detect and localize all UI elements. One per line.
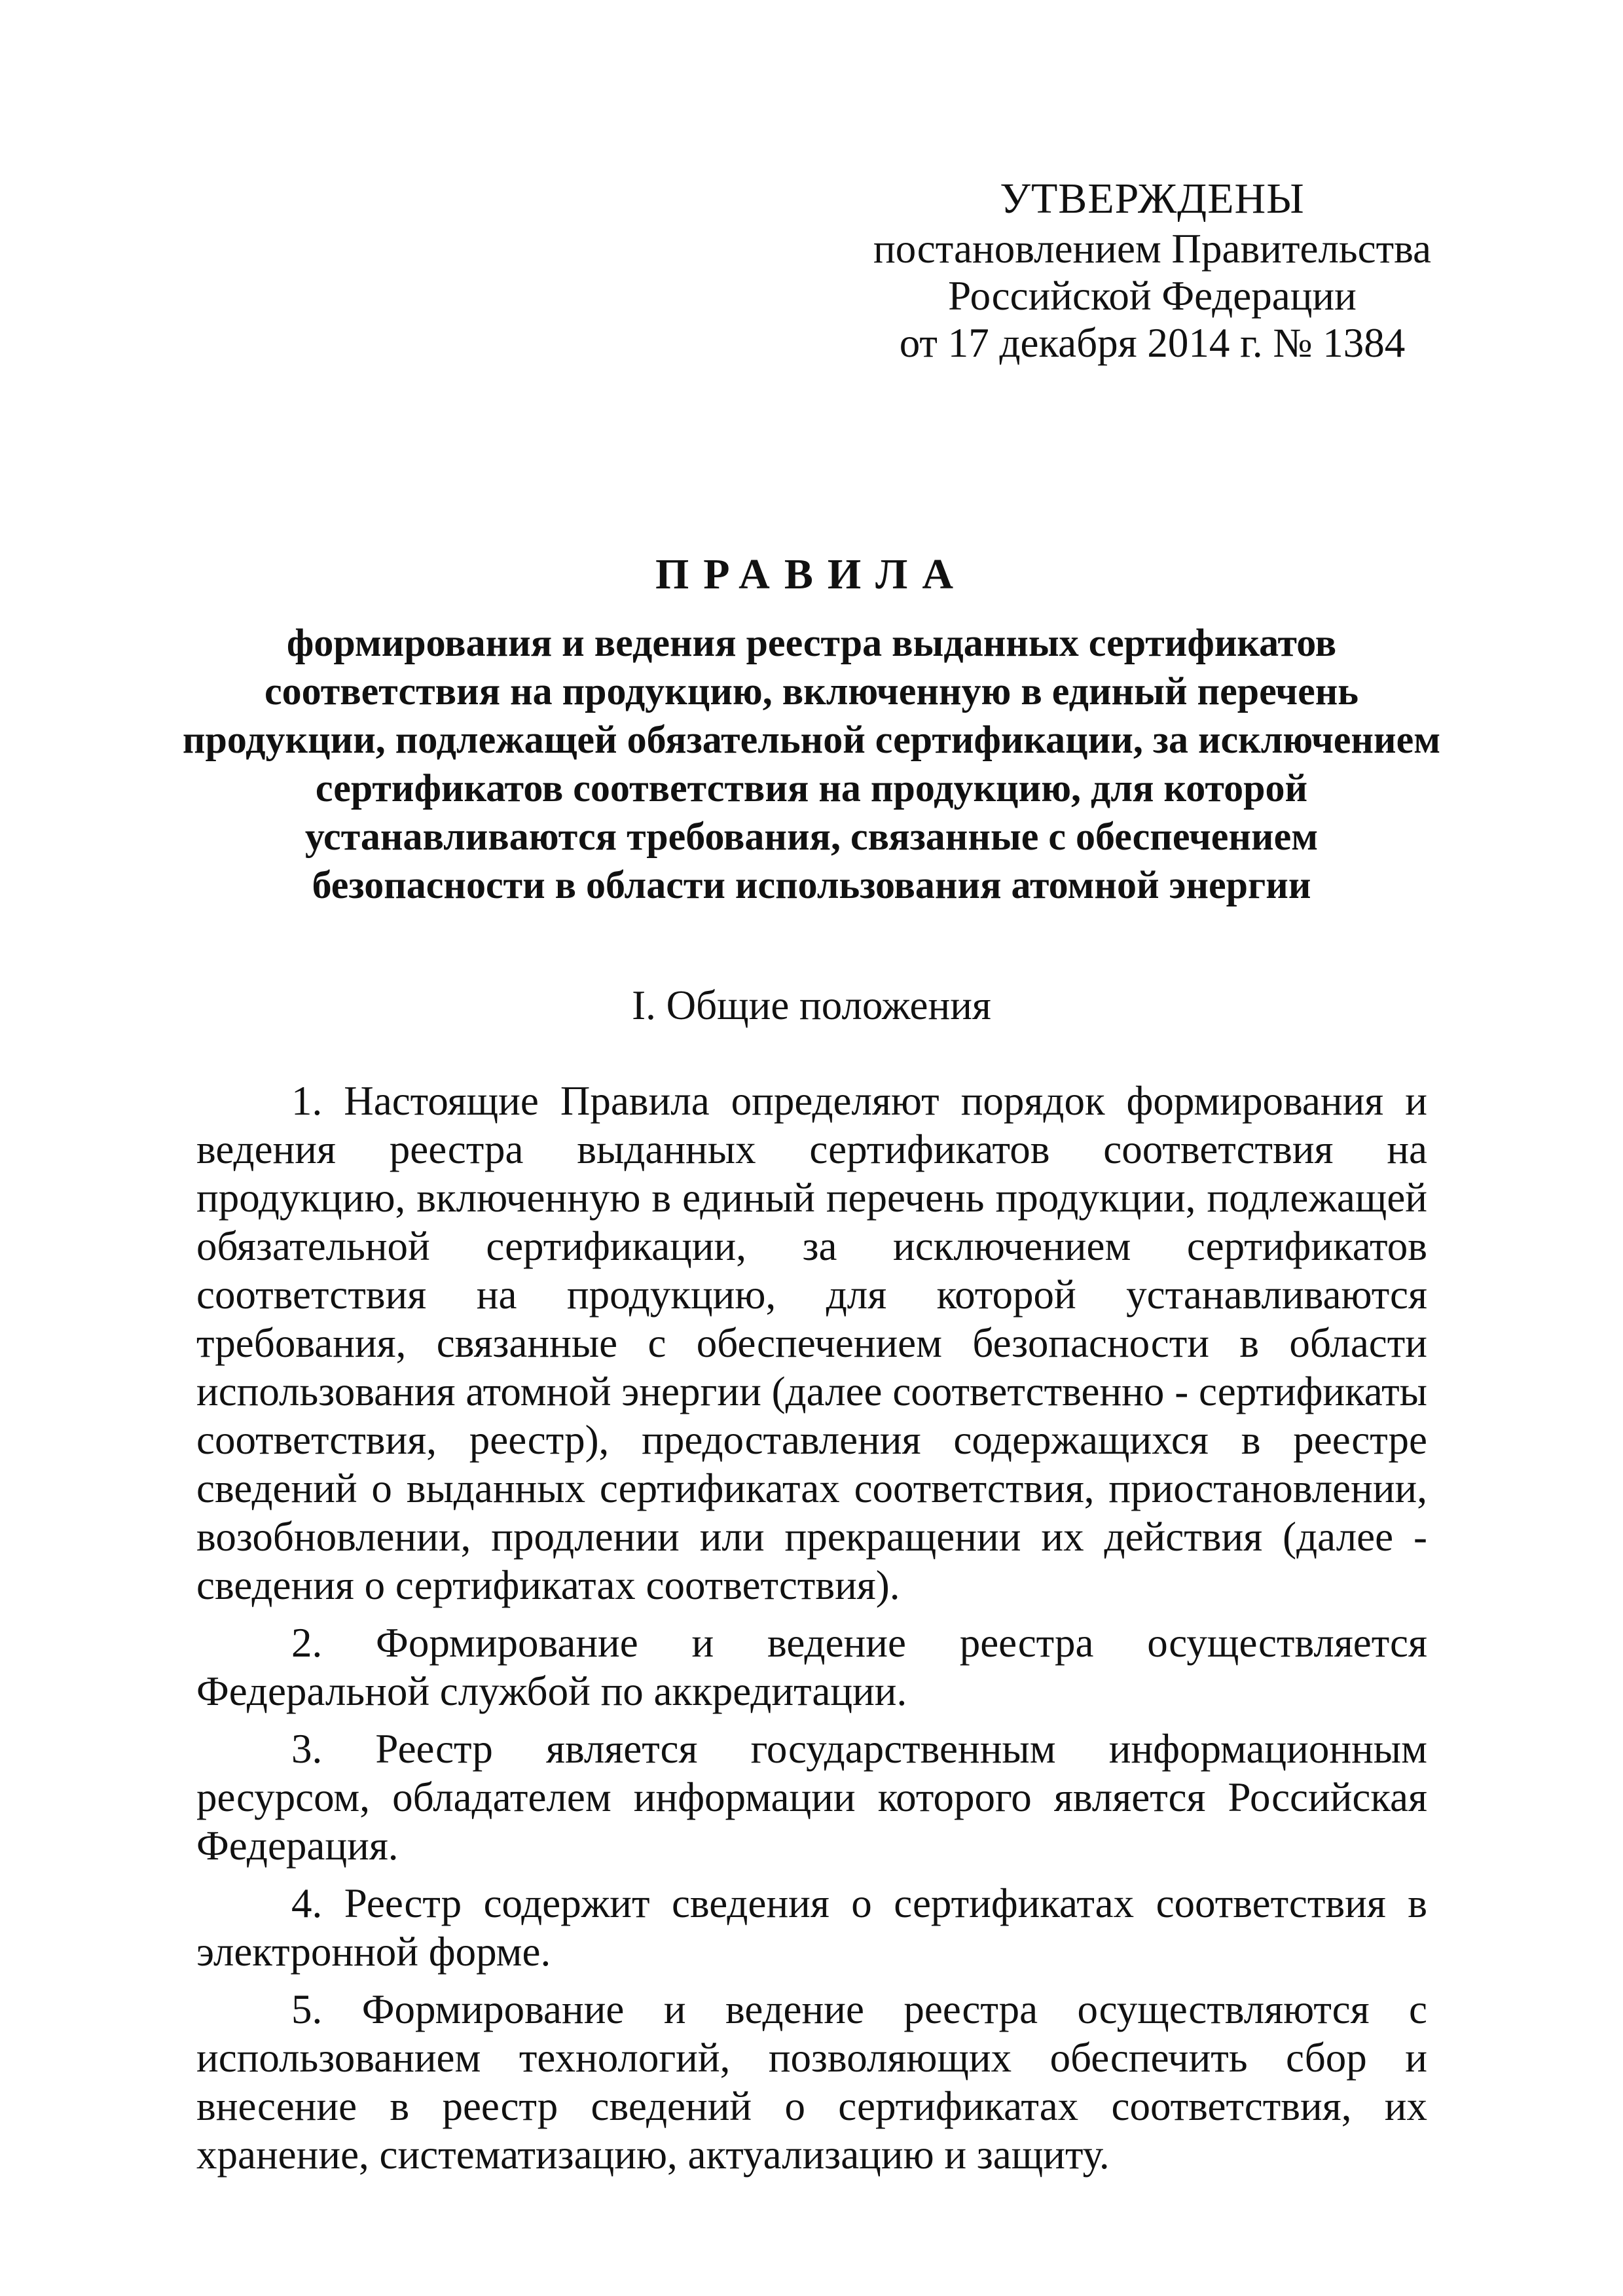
approval-line-3: от 17 декабря 2014 г. № 1384	[899, 320, 1406, 366]
subtitle-line: формирования и ведения реестра выданных сертификатов	[286, 621, 1337, 664]
section-heading: I. Общие положения	[632, 982, 991, 1028]
document-title: ПРАВИЛА	[655, 550, 968, 598]
approval-line-2: Российской Федерации	[948, 273, 1357, 319]
paragraph-4: 4. Реестр содержит сведения о сертификатах соответствия в электронной форме.	[196, 1880, 1427, 1975]
document-subtitle	[164, 619, 1459, 909]
subtitle-line: соответствия на продукцию, включенную в единый перечень	[264, 670, 1359, 713]
approval-line-1: постановлением Правительства	[873, 226, 1431, 272]
document-body	[196, 1077, 1427, 2188]
subtitle-line: безопасности в области использования атомной энергии	[312, 863, 1311, 906]
paragraph-1: 1. Настоящие Правила определяют порядок формирования и ведения реестра выданных сертификатов соответствия на продукцию, включенную в единый перечень продукции, подлежащей обязательной сертификации, за исключением сертификатов соответствия на продукцию, для которой устанавливаются требования, связанные с обеспечением безопасности в области использования атомной энергии (далее соответственно - сертификаты соответствия, реестр), предоставления содержащихся в реестре сведений о выданных сертификатах соответствия, приостановлении, возобновлении, продлении или прекращении их действия (далее - сведения о сертификатах соответствия).	[196, 1078, 1427, 1608]
subtitle-line: сертификатов соответствия на продукцию, для которой	[315, 766, 1308, 810]
subtitle-line: продукции, подлежащей обязательной сертификации, за исключением	[182, 718, 1441, 761]
paragraph-3: 3. Реестр является государственным информационным ресурсом, обладателем информации которого является Российская Федерация.	[196, 1726, 1427, 1869]
approval-heading: УТВЕРЖДЕНЫ	[1000, 175, 1305, 223]
approval-stamp	[858, 175, 1447, 367]
subtitle-line: устанавливаются требования, связанные с обеспечением	[304, 815, 1319, 858]
paragraph-2: 2. Формирование и ведение реестра осуществляется Федеральной службой по аккредитации.	[196, 1620, 1427, 1714]
paragraph-5: 5. Формирование и ведение реестра осуществляются с использованием технологий, позволяющих обеспечить сбор и внесение в реестр сведений о сертификатах соответствия, их хранение, систематизацию, актуализацию и защиту.	[196, 1986, 1427, 2178]
